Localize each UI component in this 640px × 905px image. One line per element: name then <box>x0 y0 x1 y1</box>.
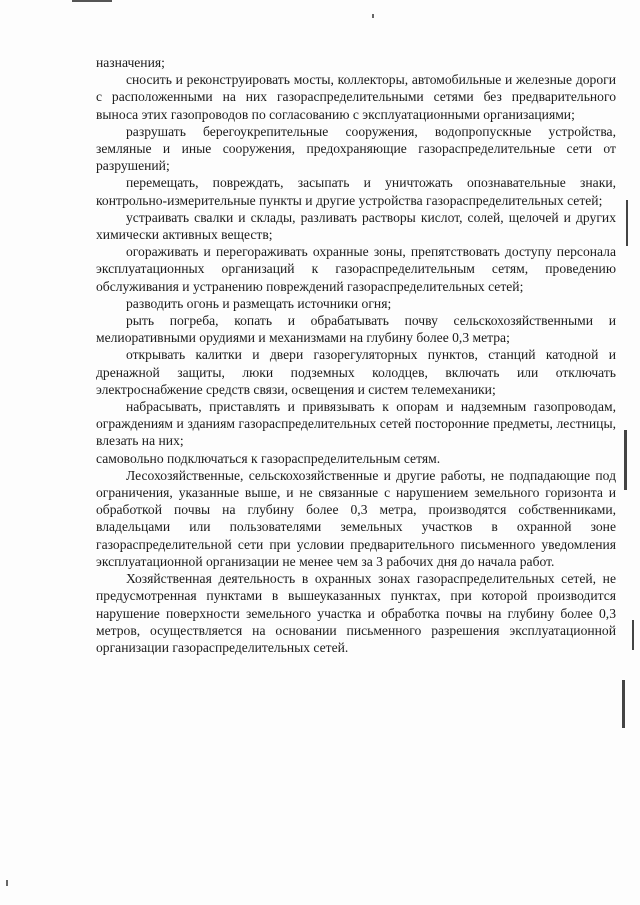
scan-mark-top <box>72 0 112 2</box>
paragraph: Хозяйственная деятельность в охранных зонах газораспределительных сетей, не предусмотренная пунктами в вышеуказанных пунктах, при которой производится нарушение поверхности земельного участка и обработка почвы на глубину более 0,3 метров, осуществляется на основании письменного разрешения эксплуатационной организации газораспределительных сетей. <box>96 571 616 655</box>
paragraph: перемещать, повреждать, засыпать и уничтожать опознавательные знаки, контрольно-измерительные пункты и другие устройства газораспределительных сетей; <box>96 175 616 208</box>
scan-mark-right-4 <box>632 620 634 650</box>
paragraph: разрушать берегоукрепительные сооружения, водопропускные устройства, земляные и иные сооружения, предохраняющие газораспределительные сети от разрушений; <box>96 123 616 174</box>
scan-mark-right-3 <box>622 680 625 728</box>
scan-mark-right-1 <box>626 200 628 246</box>
paragraph: рыть погреба, копать и обрабатывать почву сельскохозяйственными и мелиоративными орудиями и механизмами на глубину более 0,3 метра; <box>96 313 616 346</box>
scan-mark-right-2 <box>624 430 627 490</box>
paragraph: разводить огонь и размещать источники огня; <box>126 295 392 311</box>
paragraph: открывать калитки и двери газорегуляторных пунктов, станций катодной и дренажной защиты, люки подземных колодцев, включать или отключать электроснабжение средств связи, освещения и систем телемеханики; <box>96 347 616 397</box>
paragraph: сносить и реконструировать мосты, коллекторы, автомобильные и железные дороги с расположенными на них газораспределительными сетями без предварительного выноса этих газопроводов по согласованию с эксплуатационными организациями; <box>96 72 616 122</box>
scan-speck-left <box>6 880 8 886</box>
scan-speck-mid <box>372 14 374 18</box>
paragraph: Лесохозяйственные, сельскохозяйственные и другие работы, не подпадающие под ограничения, указанные выше, и не связанные с нарушением земельного горизонта и обработкой почвы на глубину более 0,3 метра, производятся собственниками, владельцами или пользователями земельных участков в охранной зоне газораспределительной сети при условии предварительного письменного уведомления эксплуатационной организации не менее чем за 3 рабочих дня до начала работ. <box>96 467 616 569</box>
paragraph: самовольно подключаться к газораспределительным сетям. <box>96 450 441 466</box>
paragraph: набрасывать, приставлять и привязывать к опорам и надземным газопроводам, ограждениям и зданиям газораспределительных сетей посторонние предметы, лестницы, влезать на них; <box>96 399 616 449</box>
paragraph: огораживать и перегораживать охранные зоны, препятствовать доступу персонала эксплуатационных организаций к газораспределительным сетям, проведению обслуживания и устранению повреждений газораспределительных сетей; <box>96 244 616 294</box>
paragraph: назначения; <box>96 55 165 70</box>
document-body <box>96 54 616 656</box>
paragraph: устраивать свалки и склады, разливать растворы кислот, солей, щелочей и других химически активных веществ; <box>96 209 616 243</box>
